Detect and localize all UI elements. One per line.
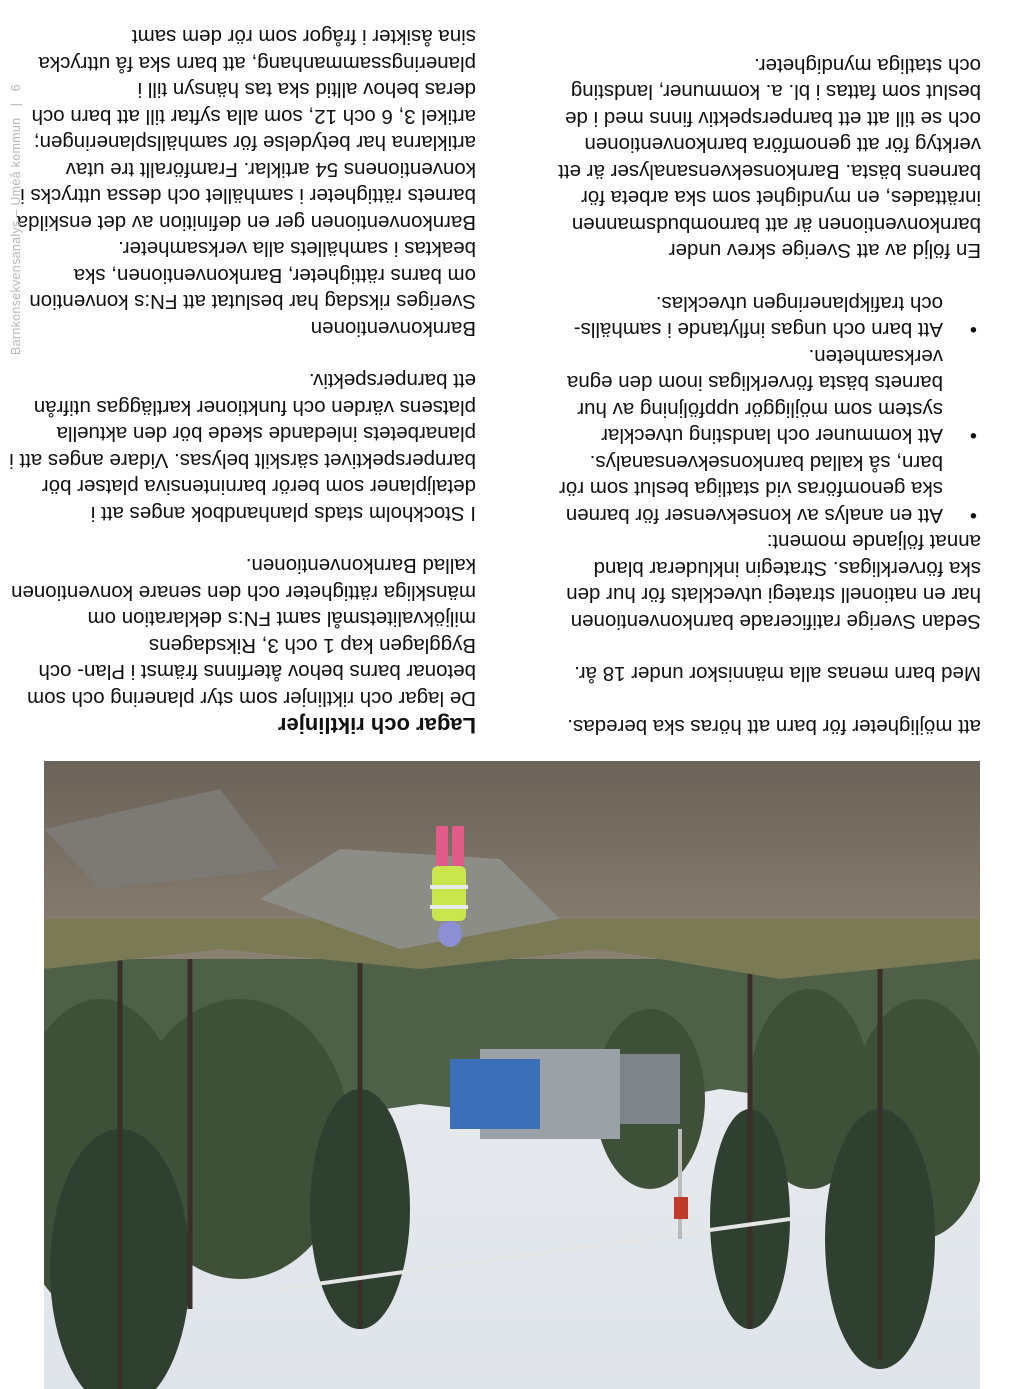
paragraph: att möjligheter för barn att höras ska beredas.	[567, 715, 981, 738]
left-text-column	[551, 52, 981, 740]
section-heading: Lagar och riktlinjer	[277, 713, 476, 738]
section-subheading: Barnkonventionen	[310, 317, 476, 340]
page-number: 6	[9, 84, 23, 92]
list-item: • Att barn och ungas inflytande i samhälls- och trafikplaneringen utvecklas.	[551, 290, 981, 343]
right-text-column	[6, 23, 476, 739]
bullet-list	[551, 290, 981, 529]
paragraph: I Stockholm stads planhandbok anges att i detaljplaner som berör barnintensiva platser bör barnperspektivet särskilt belysas. Vidare anges att i planarbetets inledande skede bör den aktuella platsens värden och funktioner kartläggas utifrån ett barnperspektiv.	[9, 369, 476, 525]
paragraph: Med barn menas alla människor under 18 år.	[574, 662, 981, 686]
paragraph: De lagar och riktlinjer som styr planering och som betonar barns behov återfinns främst i Plan- och Bygglagen kap 1 och 3, Riksdagens miljökvalitetsmål samt FN:s deklaration om mänskliga rättigheter och den senare konventionen kallad Barnkonventionen.	[11, 554, 476, 710]
paragraph: Sveriges riksdag har beslutat att FN:s konvention om barns rättigheter, Barnkonventionen, ska beaktas i samhällets alla verksamheter. Barnkonventionen ger en definition av det enskilda barnets rättigheter i samhället och dessa uttrycks i konventionens 54 artiklar. Framförallt tre utav artiklarna har betydelse för samhällsplaneringen; artikel 3, 6 och 12, som alla syftar till att barn och deras behov alltid ska tas hänsyn till i planeringssammanhang, att barn ska få uttrycka sina åsikter i frågor som rör dem samt	[16, 25, 476, 314]
list-item: • Att kommuner och landsting utvecklar system som möjliggör uppföljning av hur barnets bästa förverkligas inom den egna verksamheten.	[551, 343, 981, 449]
list-item: • Att en analys av konsekvenser för barnen ska genomföras vid statliga beslut som rör barn, så kallad barnkonsekvensanalys.	[551, 449, 981, 529]
page-footer	[9, 84, 23, 355]
photo-child-in-forest	[44, 761, 980, 1389]
paragraph: En följd av att Sverige skrev under barnkonventionen är att barnombudsmannen inrättades, en myndighet som ska arbeta för barnens bästa. Barnkonsekvensanalyser är ett verktyg för att genomföra barnkonventionen och se till att ett barnperspektiv finns med i de beslut som fattas i bl. a. kommuner, landsting och statliga myndigheter.	[558, 54, 981, 263]
footer-separator: |	[9, 95, 23, 114]
paragraph: Sedan Sverige ratificerade barnkonventionen har en nationell strategi utvecklats för hur den ska förverkligas. Strategin inkluderar bland annat följande moment:	[566, 530, 981, 633]
footer-text: Barnkonsekvensanalys – Umeå kommun	[9, 117, 23, 355]
